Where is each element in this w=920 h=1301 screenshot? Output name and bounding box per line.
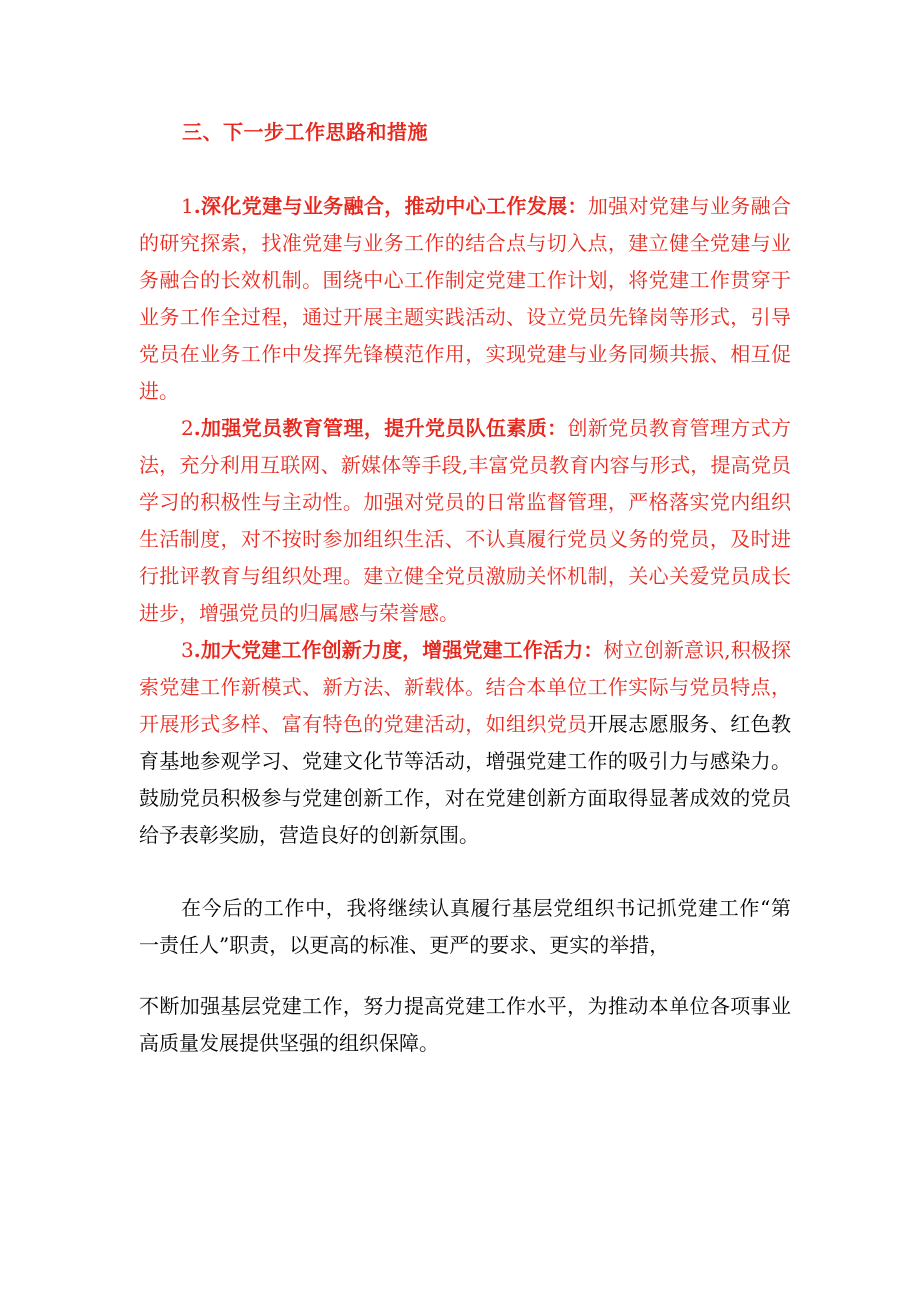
item-title: .加大党建工作创新力度，增强党建工作活力：	[193, 638, 604, 662]
closing-paragraph: 在今后的工作中，我将继续认真履行基层党组织书记抓党建工作“第一责任人”职责，以更高的标准、更严的要求、更实的举措，	[139, 896, 791, 957]
item-body: 创新党员教育管理方式方法，充分利用互联网、新媒体等手段,丰富党员教育内容与形式，提高党员学习的积极性与主动性。加强对党员的日常监督管理，严格落实党内组织生活制度，对不按时参加组织生活、不认真履行党员义务的党员，及时进行批评教育与组织处理。建立健全党员激励关怀机制，关心关爱党员成长进步，增强党员的归属感与荣誉感。	[139, 416, 792, 625]
item-body: 加强对党建与业务融合的研究探索，找准党建与业务工作的结合点与切入点，建立健全党建与业务融合的长效机制。围绕中心工作制定党建工作计划，将党建工作贯穿于业务工作全过程，通过开展主题实践活动、设立党员先锋岗等形式，引导党员在业务工作中发挥先锋模范作用，实现党建与业务同频共振、相互促进。	[139, 194, 792, 403]
item-number: 2	[181, 416, 194, 440]
measure-item-2	[139, 410, 791, 632]
item-title: .深化党建与业务融合，推动中心工作发展：	[193, 194, 588, 218]
measure-item-3	[139, 632, 791, 854]
measure-item-1	[139, 188, 791, 410]
closing-paragraph-continued: 不断加强基层党建工作，努力提高党建工作水平，为推动本单位各项事业高质量发展提供坚强的组织保障。	[139, 994, 791, 1055]
item-number: 3	[181, 638, 194, 662]
section-heading: 三、下一步工作思路和措施	[182, 120, 428, 144]
item-body: 树立创新意识,积极探索党建工作新模式、新方法、新载体。结合本单位工作实际与党员特点，开展形式多样、富有特色的党建活动，如组织党员	[139, 638, 791, 736]
item-title: .加强党员教育管理，提升党员队伍素质：	[193, 416, 568, 440]
item-body-continued: 开展志愿服务、红色教育基地参观学习、党建文化节等活动，增强党建工作的吸引力与感染力。鼓励党员积极参与党建创新工作，对在党建创新方面取得显著成效的党员给予表彰奖励，营造良好的创新氛围。	[139, 712, 791, 847]
item-number: 1	[181, 194, 194, 218]
